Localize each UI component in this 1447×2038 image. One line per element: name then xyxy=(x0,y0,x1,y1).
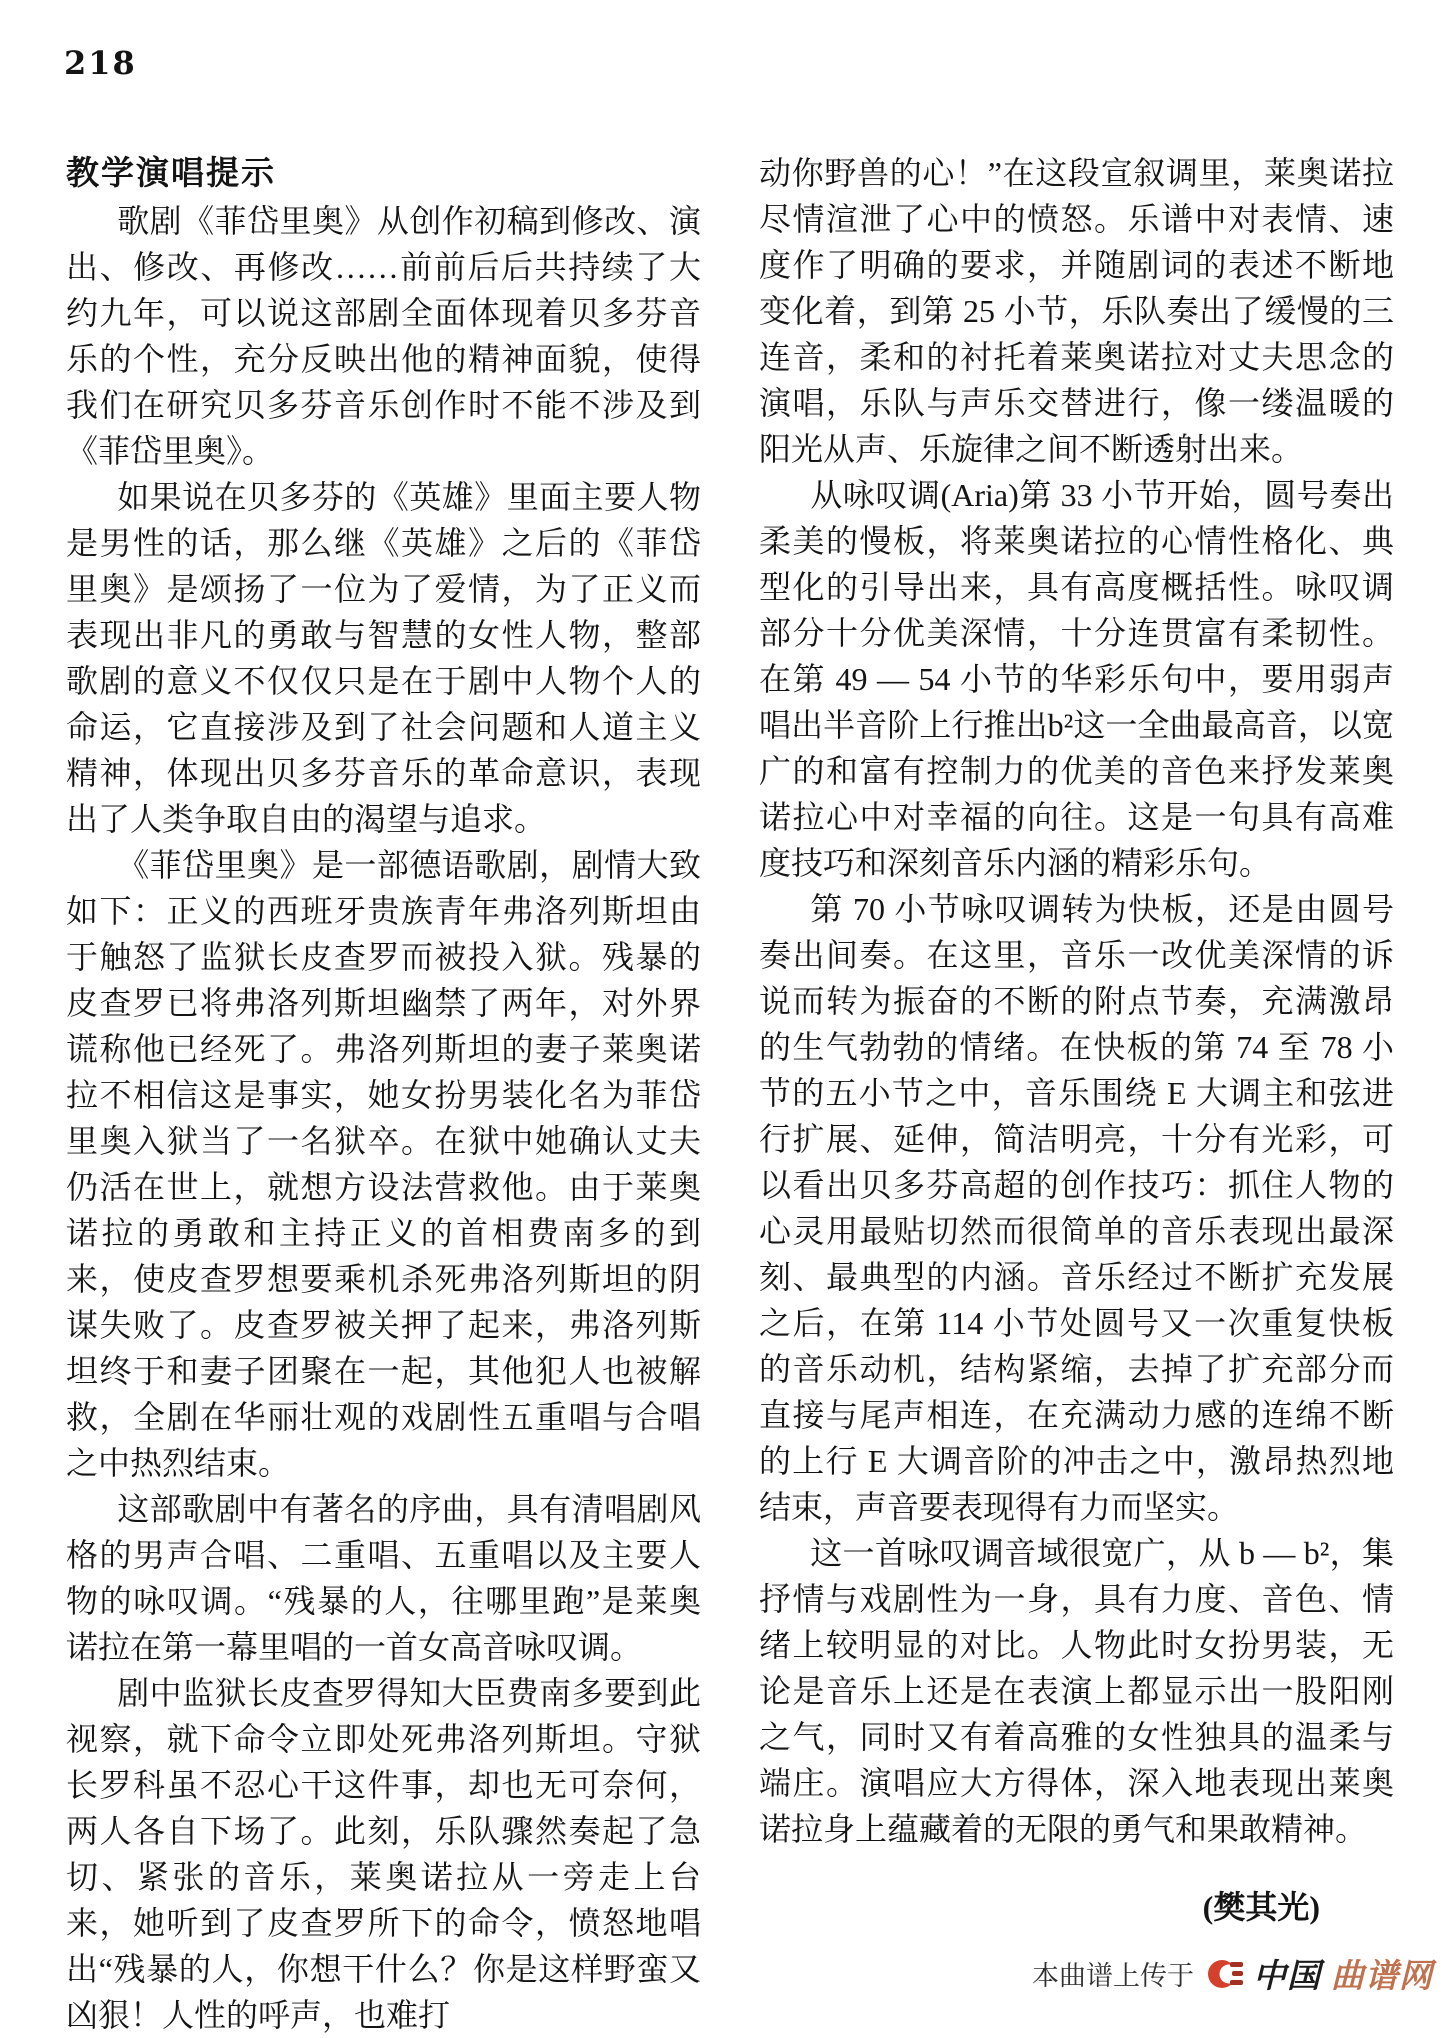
paragraph: 《菲岱里奥》是一部德语歌剧，剧情大致如下：正义的西班牙贵族青年弗洛列斯坦由于触怒了监狱长皮查罗而被投入狱。残暴的皮查罗已将弗洛列斯坦幽禁了两年，对外界谎称他已经死了。弗洛列斯坦的妻子莱奥诺拉不相信这是事实，她女扮男装化名为菲岱里奥入狱当了一名狱卒。在狱中她确认丈夫仍活在世上，就想方设法营救他。由于莱奥诺拉的勇敢和主持正义的首相费南多的到来，使皮查罗想要乘机杀死弗洛列斯坦的阴谋失败了。皮查罗被关押了起来，弗洛列斯坦终于和妻子团聚在一起，其他犯人也被解救，全剧在华丽壮观的戏剧性五重唱与合唱之中热烈结束。 xyxy=(66,847,701,1481)
site-name-part1: 中国 xyxy=(1253,1957,1321,1994)
site-name-part2: 曲谱网 xyxy=(1331,1957,1433,1994)
site-name xyxy=(1253,1950,1433,1997)
paragraph: 这部歌剧中有著名的序曲，具有清唱剧风格的男声合唱、二重唱、五重唱以及主要人物的咏叹调。“残暴的人，往哪里跑”是莱奥诺拉在第一幕里唱的一首女高音咏叹调。 xyxy=(66,1491,701,1665)
watermark-footer xyxy=(1032,1950,1433,1997)
left-column-paragraphs xyxy=(66,198,701,2038)
paragraph: 从咏叹调(Aria)第 33 小节开始，圆号奏出柔美的慢板，将莱奥诺拉的心情性格化、典型化的引导出来，具有高度概括性。咏叹调部分十分优美深情，十分连贯富有柔韧性。在第 49 — 54 小节的华彩乐句中，要用弱声唱出半音阶上行推出b²这一全曲最高音，以宽广的和富有控制力的优美的音色来抒发莱奥诺拉心中对幸福的向往。这是一句具有高难度技巧和深刻音乐内涵的精彩乐句。 xyxy=(759,477,1394,881)
right-column xyxy=(759,150,1394,2038)
upload-text-label: 本曲谱上传于 xyxy=(1032,1961,1194,1991)
left-column xyxy=(66,150,701,2038)
paragraph: 动你野兽的心！”在这段宣叙调里，莱奥诺拉尽情渲泄了心中的愤怒。乐谱中对表情、速度作了明确的要求，并随剧词的表述不断地变化着，到第 25 小节，乐队奏出了缓慢的三连音，柔和的衬托着莱奥诺拉对丈夫思念的演唱，乐队与声乐交替进行，像一缕温暖的阳光从声、乐旋律之间不断透射出来。 xyxy=(759,155,1394,467)
right-column-paragraphs xyxy=(759,150,1394,1852)
site-logo xyxy=(1206,1950,1433,1997)
page-number: 218 xyxy=(64,44,137,82)
paragraph: 这一首咏叹调音域很宽广，从 b — b²，集抒情与戏剧性为一身，具有力度、音色、情绪上较明显的对比。人物此时女扮男装，无论是音乐上还是在表演上都显示出一股阳刚之气，同时又有着高雅的女性独具的温柔与端庄。演唱应大方得体，深入地表现出莱奥诺拉身上蕴藏着的无限的勇气和果敢精神。 xyxy=(759,1535,1394,1847)
paragraph: 第 70 小节咏叹调转为快板，还是由圆号奏出间奏。在这里，音乐一改优美深情的诉说而转为振奋的不断的附点节奏，充满激昂的生气勃勃的情绪。在快板的第 74 至 78 小节的五小节之中，音乐围绕 E 大调主和弦进行扩展、延伸，简洁明亮，十分有光彩，可以看出贝多芬高超的创作技巧：抓住人物的心灵用最贴切然而很简单的音乐表现出最深刻、最典型的内涵。音乐经过不断扩充发展之后，在第 114 小节处圆号又一次重复快板的音乐动机，结构紧缩，去掉了扩充部分而直接与尾声相连，在充满动力感的连绵不断的上行 E 大调音阶的冲击之中，激昂热烈地结束，声音要表现得有力而坚实。 xyxy=(759,891,1394,1525)
paragraph: 歌剧《菲岱里奥》从创作初稿到修改、演出、修改、再修改……前前后后共持续了大约九年，可以说这部剧全面体现着贝多芬音乐的个性，充分反映出他的精神面貌，使得我们在研究贝多芬音乐创作时不能不涉及到《菲岱里奥》。 xyxy=(66,203,701,469)
paragraph: 如果说在贝多芬的《英雄》里面主要人物是男性的话，那么继《英雄》之后的《菲岱里奥》是颂扬了一位为了爱情，为了正义而表现出非凡的勇敢与智慧的女性人物，整部歌剧的意义不仅仅只是在于剧中人物个人的命运，它直接涉及到了社会问题和人道主义精神，体现出贝多芬音乐的革命意识，表现出了人类争取自由的渴望与追求。 xyxy=(66,479,701,837)
section-heading: 教学演唱提示 xyxy=(66,154,276,191)
author-signature: (樊其光) xyxy=(1202,1889,1320,1925)
music-note-logo-icon xyxy=(1206,1956,1246,1992)
two-column-text xyxy=(66,150,1394,2038)
paragraph: 剧中监狱长皮查罗得知大臣费南多要到此视察，就下命令立即处死弗洛列斯坦。守狱长罗科虽不忍心干这件事，却也无可奈何，两人各自下场了。此刻，乐队骤然奏起了急切、紧张的音乐，莱奥诺拉从一旁走上台来，她听到了皮查罗所下的命令，愤怒地唱出“残暴的人，你想干什么？你是这样野蛮又凶狠！人性的呼声，也难打 xyxy=(66,1675,701,2033)
